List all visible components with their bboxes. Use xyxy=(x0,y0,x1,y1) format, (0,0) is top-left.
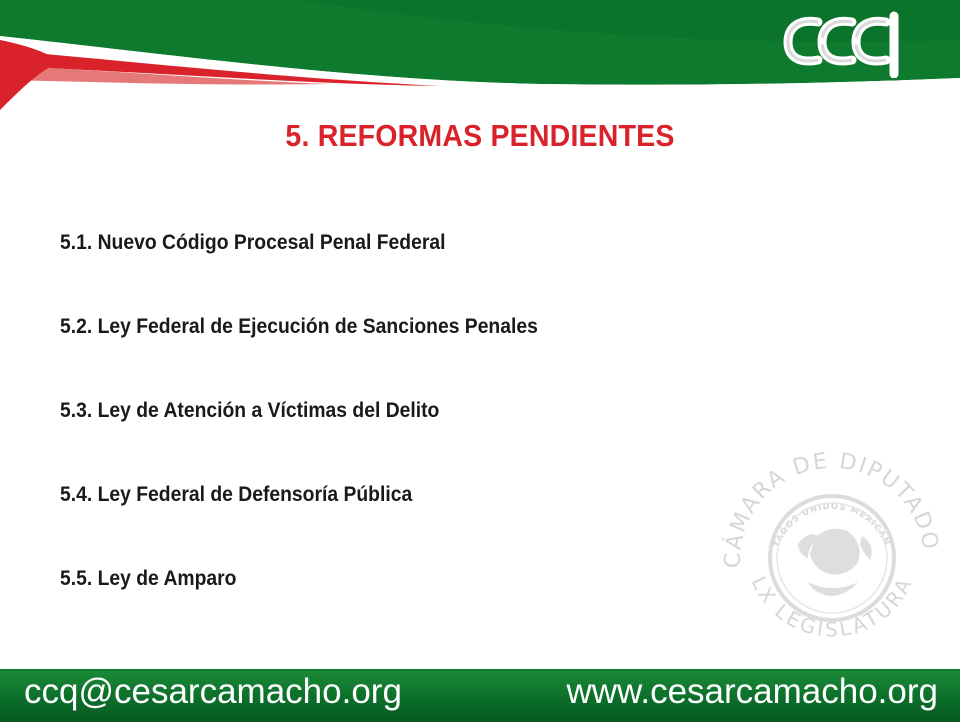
footer-bar xyxy=(0,669,960,722)
seal-inner-text: TADOS UNIDOS MEXICAN xyxy=(772,501,892,549)
seal-outer-text: CÁMARA DE DIPUTADO xyxy=(720,448,943,569)
list-item-5-1: 5.1. Nuevo Código Procesal Penal Federal xyxy=(60,231,446,254)
footer-website[interactable]: www.cesarcamacho.org xyxy=(566,672,938,711)
list-item-5-4: 5.4. Ley Federal de Defensoría Pública xyxy=(60,483,413,506)
eagle-emblem-icon xyxy=(798,529,872,596)
seal-graphic xyxy=(712,432,952,672)
seal-bottom-text: LX LEGISLATURA xyxy=(746,572,918,642)
reform-list xyxy=(60,226,579,646)
list-item-5-2: 5.2. Ley Federal de Ejecución de Sanciones Penales xyxy=(60,315,538,338)
ccq-logo-mark xyxy=(782,8,922,78)
list-item-5-5: 5.5. Ley de Amparo xyxy=(60,567,237,590)
list-item-5-3: 5.3. Ley de Atención a Víctimas del Delito xyxy=(60,399,440,422)
page-title: 5. REFORMAS PENDIENTES xyxy=(285,118,675,153)
footer-email[interactable]: ccq@cesarcamacho.org xyxy=(24,672,402,711)
camara-diputados-seal xyxy=(712,432,952,672)
ccq-logo xyxy=(782,8,922,78)
